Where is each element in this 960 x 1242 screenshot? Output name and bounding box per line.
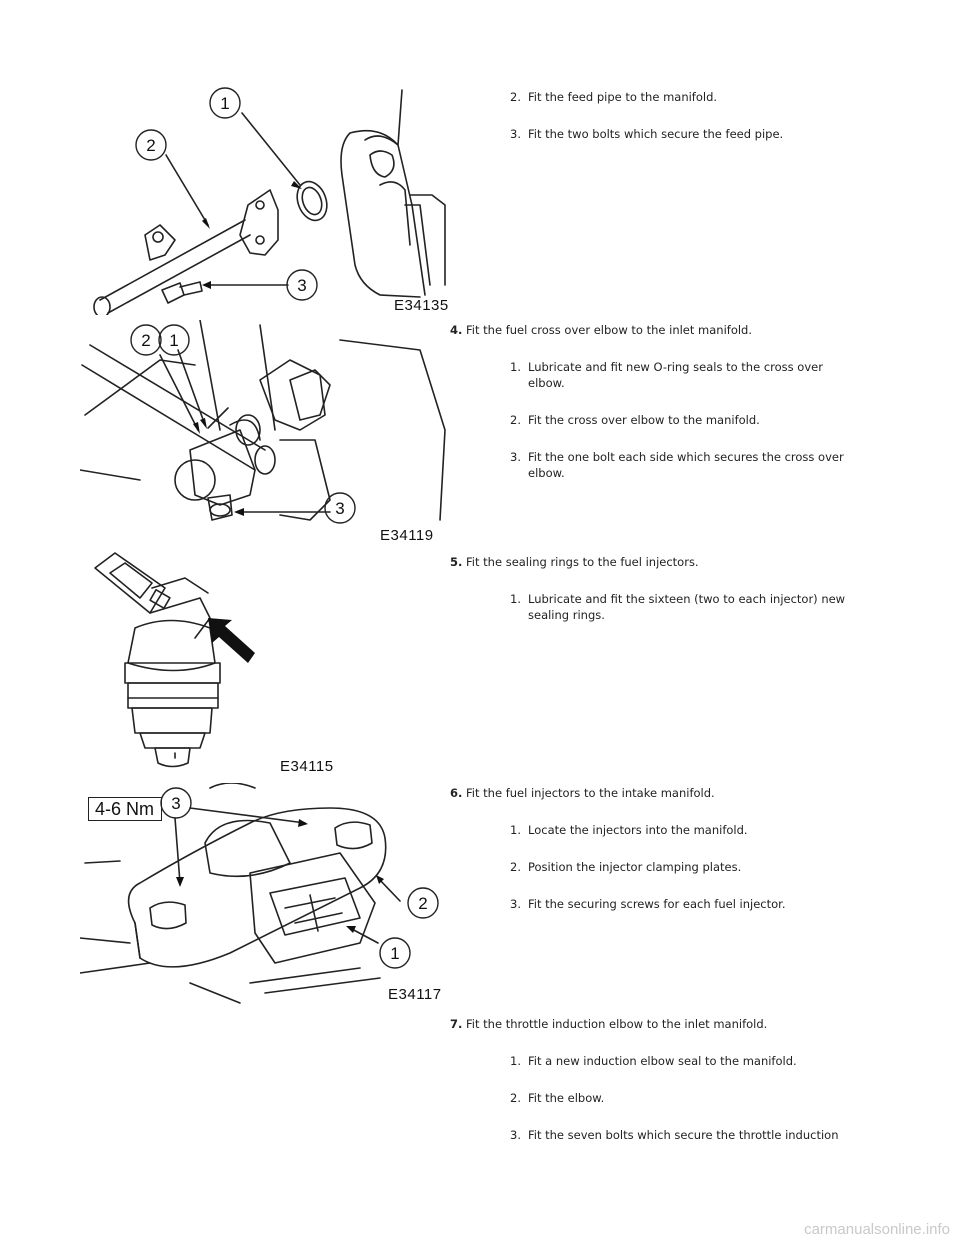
callout-3: 3 bbox=[335, 499, 345, 518]
substep-text: Lubricate and fit the sixteen (two to each injector) new sealing rings. bbox=[528, 592, 846, 622]
substep-text: Fit the seven bolts which secure the throttle induction bbox=[528, 1128, 839, 1142]
torque-box bbox=[88, 797, 162, 821]
substep bbox=[450, 89, 860, 105]
figure-id: E34119 bbox=[380, 527, 434, 544]
step-text: Fit the sealing rings to the fuel injectors. bbox=[466, 555, 699, 569]
substep bbox=[450, 1127, 860, 1143]
step-number: 7. bbox=[450, 1017, 463, 1031]
substep-text: Fit the two bolts which secure the feed pipe. bbox=[528, 127, 784, 141]
substep bbox=[450, 822, 860, 838]
step-heading bbox=[450, 554, 920, 570]
step-heading bbox=[450, 322, 920, 338]
watermark: carmanualsonline.info bbox=[804, 1221, 950, 1238]
substep-text: Fit the securing screws for each fuel injector. bbox=[528, 897, 786, 911]
substep-number: 1. bbox=[510, 592, 521, 606]
substep-text: Position the injector clamping plates. bbox=[528, 860, 742, 874]
substep-number: 2. bbox=[510, 1091, 521, 1105]
substep-text: Fit the one bolt each side which secures the cross over elbow. bbox=[528, 450, 844, 480]
torque-label: 4-6 Nm bbox=[95, 799, 155, 819]
step-7 bbox=[450, 1016, 920, 1143]
substep bbox=[450, 412, 860, 428]
callout-1: 1 bbox=[390, 944, 400, 963]
fuel-injector-illustration bbox=[80, 548, 450, 778]
substep bbox=[450, 1053, 860, 1069]
figure-id: E34117 bbox=[388, 986, 442, 1003]
figure-cross-over-elbow bbox=[80, 320, 450, 545]
substep-number: 1. bbox=[510, 360, 521, 374]
step-text: Fit the fuel injectors to the intake manifold. bbox=[466, 786, 715, 800]
substep-number: 2. bbox=[510, 413, 521, 427]
step-heading bbox=[450, 1016, 920, 1032]
figure-id: E34135 bbox=[394, 297, 449, 314]
feed-pipe-illustration bbox=[80, 85, 450, 315]
substep bbox=[450, 1090, 860, 1106]
substep-number: 3. bbox=[510, 450, 521, 464]
substep bbox=[450, 359, 860, 391]
substep-text: Fit the cross over elbow to the manifold. bbox=[528, 413, 760, 427]
substep-text: Lubricate and fit new O-ring seals to the cross over elbow. bbox=[528, 360, 823, 390]
figure-feed-pipe bbox=[80, 85, 450, 315]
substep-text: Fit the feed pipe to the manifold. bbox=[528, 90, 718, 104]
callout-1: 1 bbox=[220, 94, 230, 113]
substep-number: 2. bbox=[510, 90, 521, 104]
step-number: 5. bbox=[450, 555, 463, 569]
substep bbox=[450, 896, 860, 912]
step-5 bbox=[450, 554, 920, 623]
cross-over-elbow-illustration bbox=[80, 320, 450, 545]
substep bbox=[450, 449, 860, 481]
callout-3: 3 bbox=[171, 794, 181, 813]
substep-text: Fit a new induction elbow seal to the manifold. bbox=[528, 1054, 797, 1068]
callout-2: 2 bbox=[418, 894, 428, 913]
figure-fuel-injector bbox=[80, 548, 450, 778]
step-4 bbox=[450, 322, 920, 481]
step-number: 6. bbox=[450, 786, 463, 800]
substep-number: 3. bbox=[510, 127, 521, 141]
callout-3: 3 bbox=[297, 276, 307, 295]
step-feed-pipe bbox=[450, 89, 920, 142]
substep-number: 1. bbox=[510, 1054, 521, 1068]
figure-injector-clamp bbox=[80, 783, 450, 1008]
callout-2: 2 bbox=[141, 331, 151, 350]
step-text: Fit the throttle induction elbow to the inlet manifold. bbox=[466, 1017, 768, 1031]
substep bbox=[450, 126, 860, 142]
substep-text: Locate the injectors into the manifold. bbox=[528, 823, 748, 837]
step-text: Fit the fuel cross over elbow to the inlet manifold. bbox=[466, 323, 753, 337]
substep-number: 3. bbox=[510, 897, 521, 911]
substep-number: 3. bbox=[510, 1128, 521, 1142]
step-6 bbox=[450, 785, 920, 912]
substep bbox=[450, 859, 860, 875]
callout-2: 2 bbox=[146, 136, 156, 155]
substep-number: 2. bbox=[510, 860, 521, 874]
step-heading bbox=[450, 785, 920, 801]
figure-id: E34115 bbox=[280, 758, 334, 775]
substep bbox=[450, 591, 860, 623]
substep-number: 1. bbox=[510, 823, 521, 837]
step-number: 4. bbox=[450, 323, 463, 337]
callout-1: 1 bbox=[169, 331, 179, 350]
substep-text: Fit the elbow. bbox=[528, 1091, 605, 1105]
